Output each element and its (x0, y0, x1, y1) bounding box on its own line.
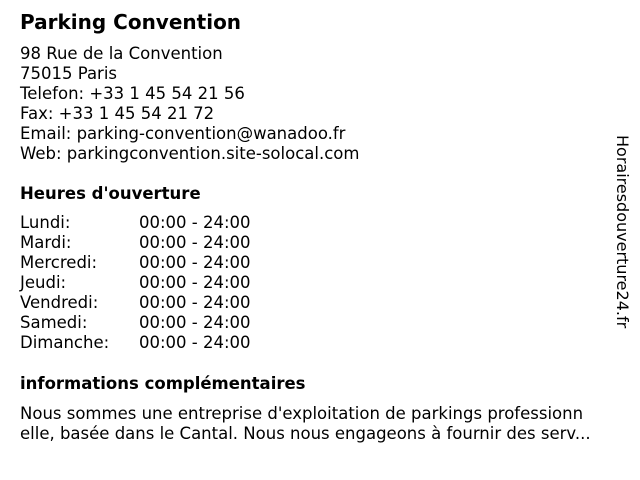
hours-heading: Heures d'ouverture (20, 184, 201, 203)
page-title: Parking Convention (20, 10, 242, 34)
hours-row (20, 293, 280, 313)
description-line: elle, basée dans le Cantal. Nous nous engageons à fournir des serv... (20, 424, 591, 443)
hours-day: Jeudi: (20, 273, 67, 292)
fax-line: Fax: +33 1 45 54 21 72 (20, 104, 215, 123)
contact-block (20, 44, 359, 164)
hours-time: 00:00 - 24:00 (139, 293, 251, 312)
description-line: Nous sommes une entreprise d'exploitation de parkings professionn (20, 404, 584, 423)
brand-text: Horairesdouverture24.fr (613, 135, 632, 329)
phone-line[interactable]: Telefon: +33 1 45 54 21 56 (20, 84, 245, 103)
hours-time: 00:00 - 24:00 (139, 213, 251, 232)
hours-time: 00:00 - 24:00 (139, 333, 251, 352)
hours-time: 00:00 - 24:00 (139, 233, 251, 252)
email-line[interactable]: Email: parking-convention@wanadoo.fr (20, 124, 346, 143)
address-street: 98 Rue de la Convention (20, 44, 223, 63)
description-text (20, 404, 620, 444)
brand-watermark (612, 135, 634, 375)
hours-row (20, 313, 280, 333)
hours-day: Lundi: (20, 213, 71, 232)
hours-time: 00:00 - 24:00 (139, 253, 251, 272)
hours-time: 00:00 - 24:00 (139, 313, 251, 332)
info-heading: informations complémentaires (20, 374, 306, 393)
hours-row (20, 233, 280, 253)
hours-row (20, 213, 280, 233)
web-line[interactable]: Web: parkingconvention.site-solocal.com (20, 144, 360, 163)
hours-day: Samedi: (20, 313, 88, 332)
hours-row (20, 253, 280, 273)
hours-time: 00:00 - 24:00 (139, 273, 251, 292)
hours-day: Mercredi: (20, 253, 98, 272)
hours-day: Dimanche: (20, 333, 110, 352)
hours-row (20, 333, 280, 353)
hours-day: Mardi: (20, 233, 72, 252)
address-city: 75015 Paris (20, 64, 118, 83)
hours-day: Vendredi: (20, 293, 99, 312)
hours-row (20, 273, 280, 293)
hours-table (20, 213, 280, 353)
